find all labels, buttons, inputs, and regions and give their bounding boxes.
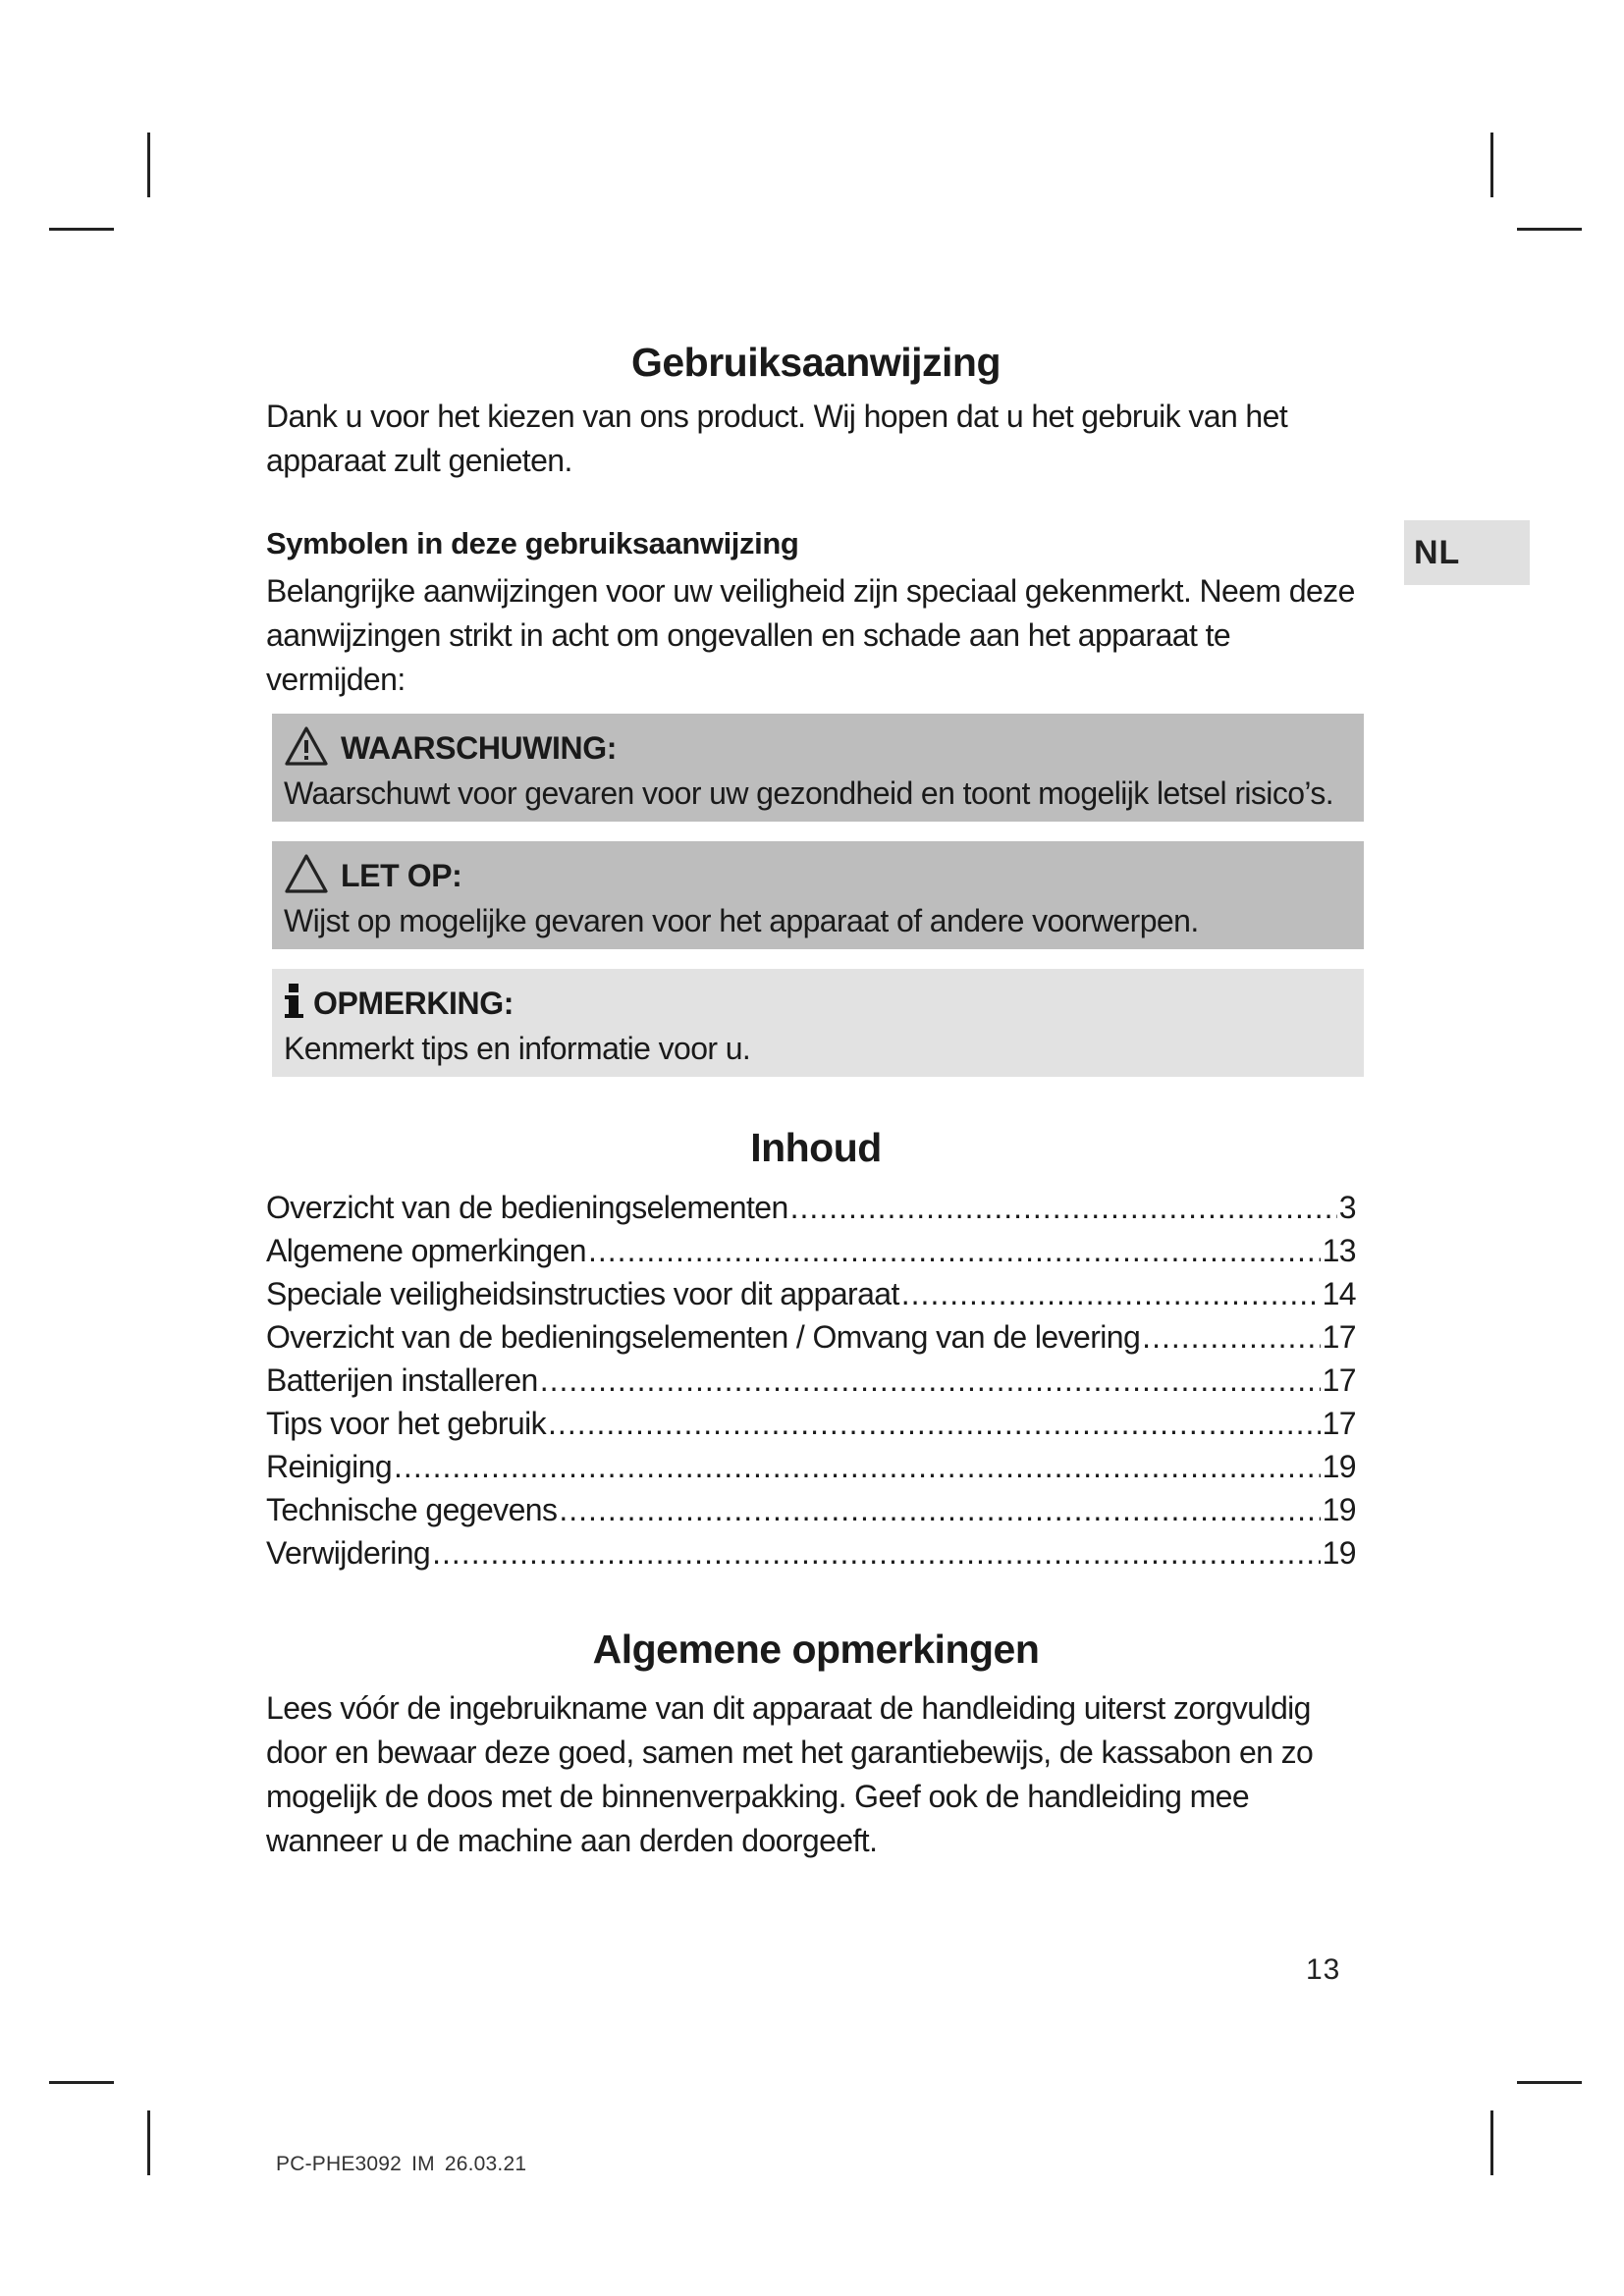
toc-label: Algemene opmerkingen xyxy=(266,1233,586,1269)
note-label: OPMERKING: xyxy=(313,985,514,1021)
note-text: Kenmerkt tips en informatie voor u. xyxy=(284,1031,751,1067)
toc-label: Technische gegevens xyxy=(266,1492,558,1528)
toc-page: 17 xyxy=(1322,1362,1356,1399)
toc-page: 3 xyxy=(1338,1190,1356,1226)
general-title: Algemene opmerkingen xyxy=(592,1627,1040,1673)
toc-label: Verwijdering xyxy=(266,1535,431,1572)
crop-mark xyxy=(1490,133,1493,197)
caution-text: Wijst op mogelijke gevaren voor het apparaat of andere voorwerpen. xyxy=(284,903,1199,939)
page-title: Gebruiksaanwijzing xyxy=(630,340,1001,385)
toc-leader xyxy=(790,1186,1337,1229)
toc-leader xyxy=(540,1359,1321,1402)
symbols-heading: Symbolen in deze gebruiksaanwijzing xyxy=(266,526,799,561)
toc-row xyxy=(266,1315,1356,1359)
page-content xyxy=(266,339,1366,1863)
crop-mark xyxy=(49,2081,114,2084)
warning-label: WAARSCHUWING: xyxy=(341,729,617,766)
page-number: 13 xyxy=(1306,1953,1341,1986)
info-icon xyxy=(284,982,305,1026)
caution-box xyxy=(272,841,1364,949)
toc-row xyxy=(266,1359,1356,1402)
toc-row xyxy=(266,1402,1356,1445)
crop-mark xyxy=(1517,2081,1582,2084)
toc-leader xyxy=(588,1229,1321,1272)
crop-mark xyxy=(1490,2110,1493,2175)
toc-label: Speciale veiligheidsinstructies voor dit apparaat xyxy=(266,1276,899,1312)
toc-page: 13 xyxy=(1322,1233,1356,1269)
note-box xyxy=(272,969,1364,1077)
crop-mark xyxy=(147,2110,150,2175)
toc-label: Reiniging xyxy=(266,1449,393,1485)
toc-row xyxy=(266,1445,1356,1488)
contents-title: Inhoud xyxy=(750,1125,882,1171)
toc-label: Overzicht van de bedieningselementen xyxy=(266,1190,788,1226)
toc-label: Tips voor het gebruik xyxy=(266,1406,547,1442)
caution-triangle-icon xyxy=(284,853,329,899)
warning-box xyxy=(272,714,1364,822)
warning-text: Waarschuwt voor gevaren voor uw gezondheid en toont mogelijk letsel risico’s. xyxy=(284,775,1334,812)
toc-leader xyxy=(432,1531,1320,1575)
toc-label: Overzicht van de bedieningselementen / Omvang van de levering xyxy=(266,1319,1141,1356)
symbols-text: Belangrijke aanwijzingen voor uw veiligheid zijn speciaal gekenmerkt. Neem deze aanwijzingen strikt in acht om ongevallen en schade aan het apparaat te vermijden: xyxy=(266,573,1355,698)
warning-triangle-icon xyxy=(284,725,329,772)
crop-mark xyxy=(147,133,150,197)
toc-leader xyxy=(1142,1315,1320,1359)
crop-mark xyxy=(49,228,114,231)
general-text: Lees vóór de ingebruikname van dit apparaat de handleiding uiterst zorgvuldig door en bewaar deze goed, samen met het garantiebewijs, de kassabon en zo mogelijk de doos met de binnenverpakking. Geef ook de handleiding mee wanneer u de machine aan derden doorgeeft. xyxy=(266,1689,1314,1858)
toc-row xyxy=(266,1531,1356,1575)
footer-code: PC-PHE3092 IM 26.03.21 xyxy=(276,2153,527,2175)
toc-row xyxy=(266,1488,1356,1531)
toc-page: 17 xyxy=(1322,1319,1356,1356)
toc-page: 19 xyxy=(1322,1492,1356,1528)
toc-leader xyxy=(394,1445,1321,1488)
intro-text: Dank u voor het kiezen van ons product. Wij hopen dat u het gebruik van het apparaat zult genieten. xyxy=(266,399,1288,479)
toc-leader xyxy=(548,1402,1321,1445)
toc-row xyxy=(266,1272,1356,1315)
caution-label: LET OP: xyxy=(341,857,462,893)
toc-leader xyxy=(559,1488,1320,1531)
language-tab: NL xyxy=(1404,520,1530,585)
toc-leader xyxy=(901,1272,1321,1315)
toc-row xyxy=(266,1186,1356,1229)
toc-label: Batterijen installeren xyxy=(266,1362,538,1399)
crop-mark xyxy=(1517,228,1582,231)
toc-page: 19 xyxy=(1322,1449,1356,1485)
toc-page: 14 xyxy=(1322,1276,1356,1312)
toc-page: 19 xyxy=(1322,1535,1356,1572)
table-of-contents xyxy=(266,1186,1366,1575)
toc-row xyxy=(266,1229,1356,1272)
toc-page: 17 xyxy=(1322,1406,1356,1442)
